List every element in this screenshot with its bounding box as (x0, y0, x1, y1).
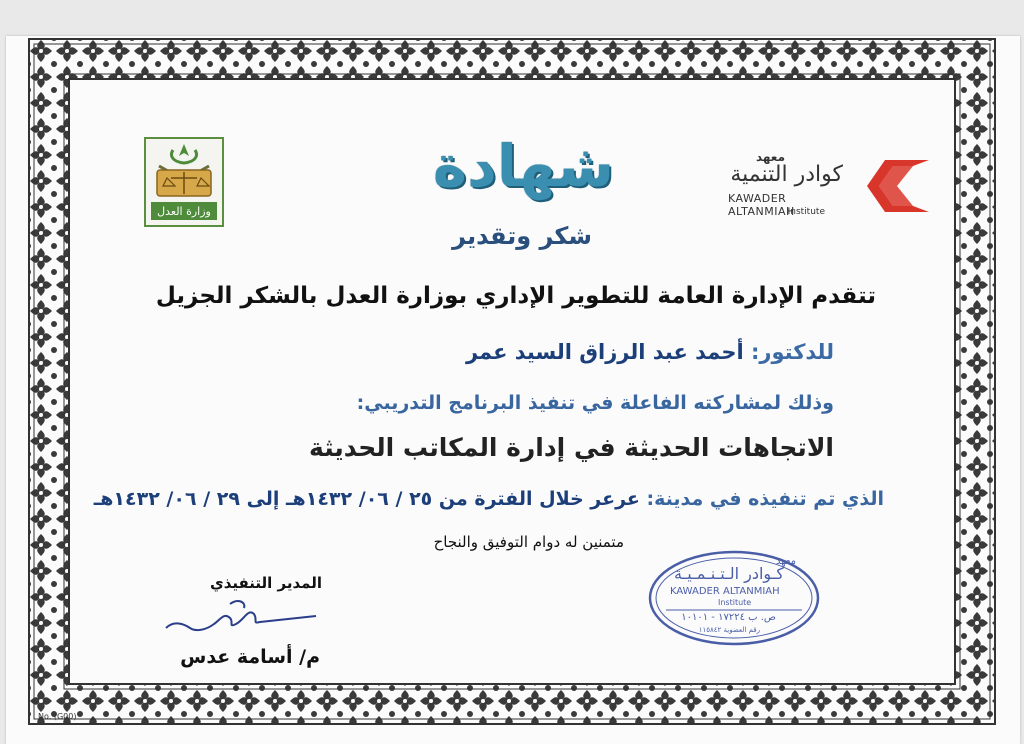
certificate-title: شهادة (432, 132, 614, 200)
stamp-english-name: KAWADER ALTANMIAH (670, 586, 780, 597)
recipient-line (466, 340, 834, 364)
location-label: الذي تم تنفيذه في مدينة: (646, 488, 884, 510)
stamp-po-box: ص. ب ١٧٢٢٤ - ١٠١٠١ (681, 612, 776, 623)
handwritten-signature (160, 594, 322, 640)
institute-logo-arabic-name: كوادر التنمية (730, 162, 843, 187)
certificate-subtitle: شكر وتقدير (452, 222, 592, 250)
stamp-arabic-name: كـوادر الـتـنـمـيـة (673, 564, 784, 583)
participation-text: وذلك لمشاركته الفاعلة في تنفيذ البرنامج التدريبي: (356, 392, 834, 414)
signature-name: م/ أسامة عدس (180, 646, 320, 668)
certificate-intro: تتقدم الإدارة العامة للتطوير الإداري بوزارة العدل بالشكر الجزيل (155, 283, 876, 309)
location-line (94, 488, 884, 510)
institute-stamp (648, 550, 820, 646)
stamp-registration: رقم العضوية ١١٥٨٤٢ (698, 626, 760, 634)
institute-logo (728, 150, 933, 222)
institute-logo-prefix: معهد (755, 150, 785, 164)
stamp-english-sub: Institute (718, 598, 752, 607)
institute-logo-english-sub: Institute (787, 207, 825, 217)
stamp-prefix: معهد (775, 556, 796, 567)
recipient-name: أحمد عبد الرزاق السيد عمر (465, 340, 744, 364)
wishes-text: متمنين له دوام التوفيق والنجاح (433, 533, 624, 551)
institute-chevron-icon (863, 154, 933, 218)
recipient-label: للدكتور: (750, 340, 834, 364)
signature-title: المدير التنفيذي (209, 574, 322, 592)
ministry-logo-label: وزارة العدل (157, 205, 211, 218)
institute-logo-english-name: KAWADER ALTANMIAH (728, 192, 795, 218)
program-name: الاتجاهات الحديثة في إدارة المكاتب الحديثة (309, 433, 834, 462)
form-number: No. (G00) (38, 712, 77, 721)
location-value: عرعر خلال الفترة من ٢٥ / ٠٦/ ١٤٣٢هـ إلى ٢٩ / ٠٦/ ١٤٣٢هـ (93, 488, 640, 510)
ministry-of-justice-emblem (143, 136, 225, 228)
